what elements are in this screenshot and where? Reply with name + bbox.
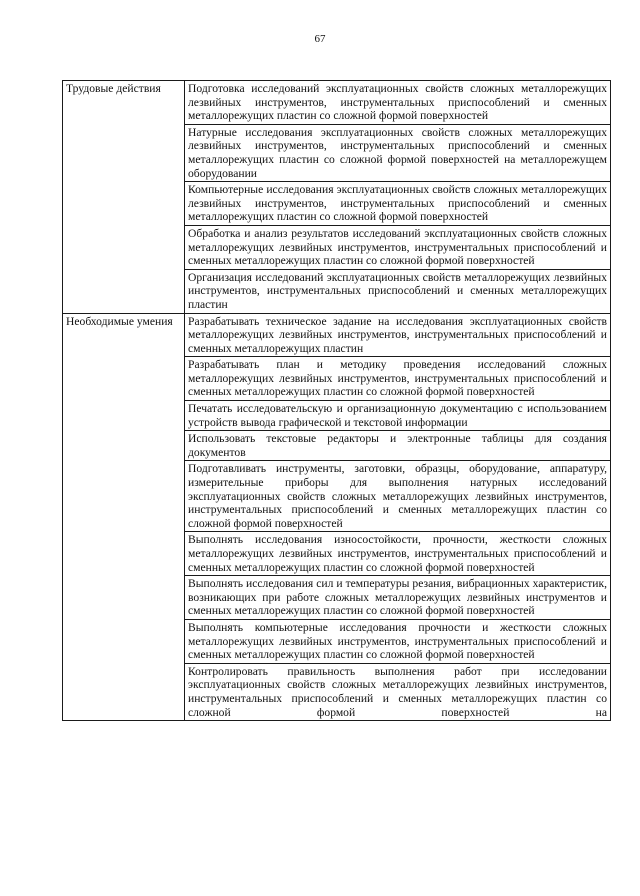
- table-cell-item: Натурные исследования эксплуатационных свойств сложных металлорежущих лезвийных инструментов, инструментальных приспособлений и сменных металлорежущих пластин со сложной формой поверхностей на металлорежущем оборудовании: [185, 124, 611, 181]
- table-row: [63, 313, 611, 357]
- table-cell-item: Выполнять компьютерные исследования прочности и жесткости сложных металлорежущих лезвийных инструментов, инструментальных приспособлений и сменных металлорежущих пластин со сложной формой поверхностей: [185, 619, 611, 663]
- table-row: [63, 81, 611, 125]
- table-cell-item: Контролировать правильность выполнения работ при исследовании эксплуатационных свойств сложных металлорежущих лезвийных инструментов, инструментальных приспособлений и сменных металлорежущих пластин со сложной формой поверхностей на: [185, 663, 611, 720]
- table-cell-item: Разрабатывать план и методику проведения исследований сложных металлорежущих лезвийных инструментов, инструментальных приспособлений и сменных металлорежущих пластин со сложной формой поверхностей: [185, 357, 611, 401]
- table-cell-item: Разрабатывать техническое задание на исследования эксплуатационных свойств металлорежущих лезвийных инструментов, инструментальных приспособлений и сменных металлорежущих пластин: [185, 313, 611, 357]
- table-cell-item: Выполнять исследования износостойкости, прочности, жесткости сложных металлорежущих лезвийных инструментов, инструментальных приспособлений и сменных металлорежущих пластин со сложной формой поверхностей: [185, 532, 611, 576]
- table-cell-item: Обработка и анализ результатов исследований эксплуатационных свойств сложных металлорежущих лезвийных инструментов, инструментальных приспособлений и сменных металлорежущих пластин со сложной формой поверхностей: [185, 225, 611, 269]
- table-cell-item: Подготавливать инструменты, заготовки, образцы, оборудование, аппаратуру, измерительные приборы для выполнения натурных исследований эксплуатационных свойств сложных металлорежущих лезвийных инструментов, инструментальных приспособлений и сменных металлорежущих пластин со сложной формой поверхностей: [185, 461, 611, 532]
- section-label-labor-actions: Трудовые действия: [63, 81, 185, 314]
- table-cell-item: Использовать текстовые редакторы и электронные таблицы для создания документов: [185, 431, 611, 461]
- table-cell-item: Печатать исследовательскую и организационную документацию с использованием устройств вывода графической и текстовой информации: [185, 401, 611, 431]
- table-cell-item: Организация исследований эксплуатационных свойств металлорежущих лезвийных инструментов, инструментальных приспособлений и сменных металлорежущих пластин: [185, 269, 611, 313]
- section-label-required-skills: Необходимые умения: [63, 313, 185, 721]
- competency-table: [62, 80, 611, 721]
- table-cell-item: Выполнять исследования сил и температуры резания, вибрационных характеристик, возникающих при работе сложных металлорежущих лезвийных инструментов и сменных металлорежущих пластин со сложной формой поверхностей: [185, 576, 611, 620]
- page-number: 67: [314, 33, 326, 45]
- table-cell-item: Подготовка исследований эксплуатационных свойств сложных металлорежущих лезвийных инструментов, инструментальных приспособлений и сменных металлорежущих пластин со сложной формой поверхностей: [185, 81, 611, 125]
- table-cell-item: Компьютерные исследования эксплуатационных свойств сложных металлорежущих лезвийных инструментов, инструментальных приспособлений и сменных металлорежущих пластин со сложной формой поверхностей: [185, 182, 611, 226]
